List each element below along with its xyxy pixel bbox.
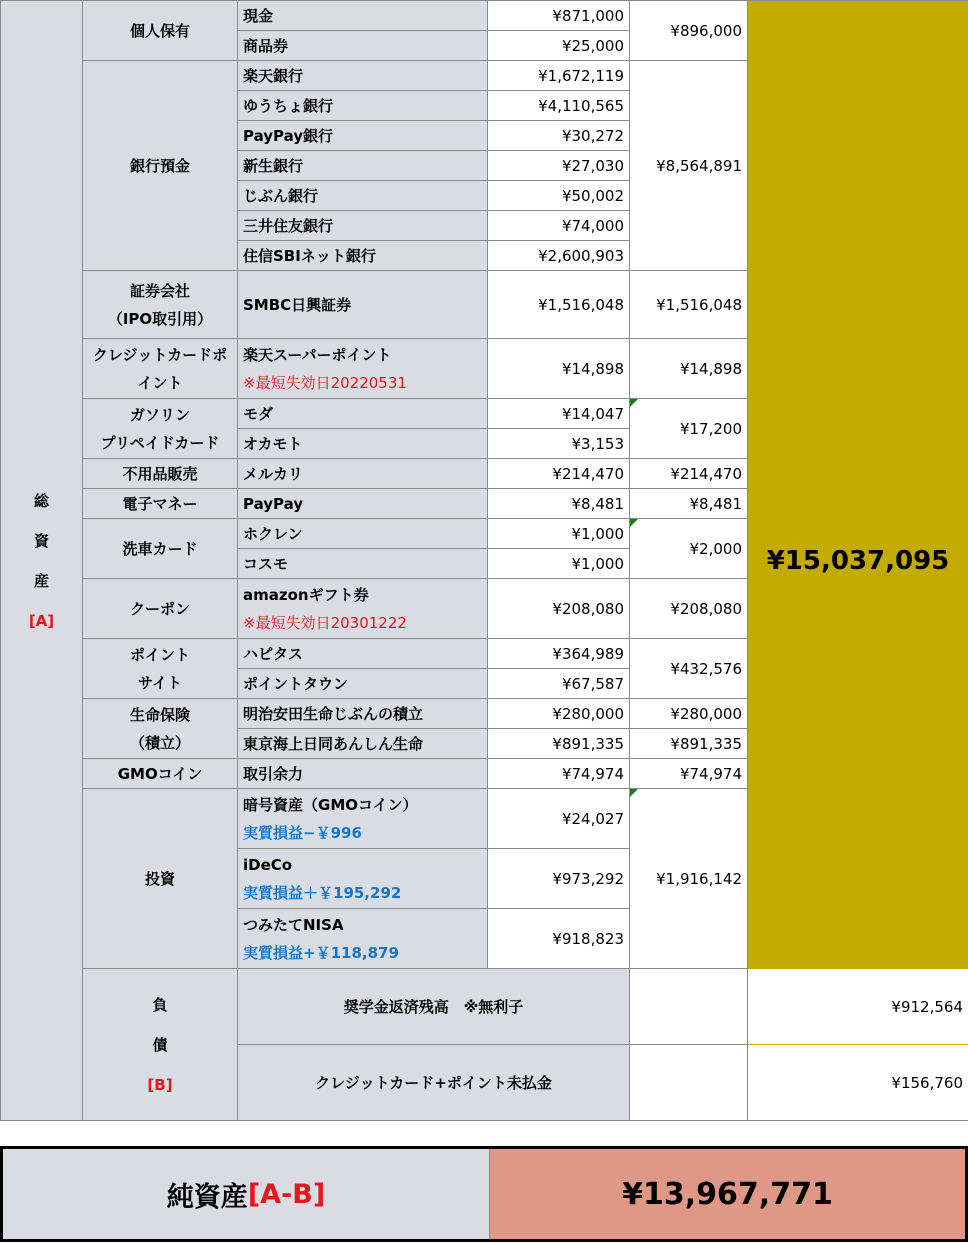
item-name: iDeCo 実質損益＋￥195,292 <box>238 849 488 909</box>
item-name: 三井住友銀行 <box>238 211 488 241</box>
item-value: ¥14,898 <box>488 339 630 399</box>
item-value: ¥891,335 <box>488 729 630 759</box>
item-name: PayPay <box>238 489 488 519</box>
item-name: ハピタス <box>238 639 488 669</box>
item-name: ホクレン <box>238 519 488 549</box>
item-value: ¥208,080 <box>488 579 630 639</box>
item-value: ¥3,153 <box>488 429 630 459</box>
assets-side-label: 総 資 産 [A] <box>1 1 83 1121</box>
item-value: ¥918,823 <box>488 909 630 969</box>
item-name: 東京海上日同あんしん生命 <box>238 729 488 759</box>
item-value: ¥1,000 <box>488 519 630 549</box>
category-carwash: 洗車カード <box>83 519 238 579</box>
item-name: ポイントタウン <box>238 669 488 699</box>
item-value: ¥25,000 <box>488 31 630 61</box>
item-value: ¥280,000 <box>488 699 630 729</box>
liability-value: ¥156,760 <box>630 1045 968 1121</box>
subtotal-point-site: ¥432,576 <box>630 639 748 699</box>
item-value: ¥214,470 <box>488 459 630 489</box>
item-value: ¥74,000 <box>488 211 630 241</box>
subtotal-gasoline: ¥17,200 <box>630 399 748 459</box>
item-name: PayPay銀行 <box>238 121 488 151</box>
profit-note: 実質損益＋￥195,292 <box>243 883 402 902</box>
item-name: ゆうちょ銀行 <box>238 91 488 121</box>
item-value: ¥1,000 <box>488 549 630 579</box>
item-name: メルカリ <box>238 459 488 489</box>
category-securities: 証券会社 （IPO取引用） <box>83 271 238 339</box>
subtotal-insurance: ¥891,335 <box>630 729 748 759</box>
item-name: 新生銀行 <box>238 151 488 181</box>
item-value: ¥67,587 <box>488 669 630 699</box>
item-name: SMBC日興証券 <box>238 271 488 339</box>
profit-note: 実質損益+￥118,879 <box>243 943 399 962</box>
profit-note: 実質損益−￥996 <box>243 823 362 842</box>
net-assets-label: 純資産 [A-B] <box>3 1149 490 1239</box>
item-value: ¥1,516,048 <box>488 271 630 339</box>
assets-total: ¥15,037,095 <box>748 1 968 1121</box>
subtotal-insurance: ¥280,000 <box>630 699 748 729</box>
item-name: 商品券 <box>238 31 488 61</box>
item-value: ¥74,974 <box>488 759 630 789</box>
item-name: 現金 <box>238 1 488 31</box>
item-value: ¥2,600,903 <box>488 241 630 271</box>
item-value: ¥8,481 <box>488 489 630 519</box>
subtotal-invest: ¥1,916,142 <box>630 789 748 969</box>
item-name: 暗号資産（GMOコイン） 実質損益−￥996 <box>238 789 488 849</box>
item-name: amazonギフト券 ※最短失効日20301222 <box>238 579 488 639</box>
item-name: 取引余力 <box>238 759 488 789</box>
item-name: 明治安田生命じぶんの積立 <box>238 699 488 729</box>
item-name: 住信SBIネット銀行 <box>238 241 488 271</box>
subtotal-coupon: ¥208,080 <box>630 579 748 639</box>
item-value: ¥364,989 <box>488 639 630 669</box>
subtotal-carwash: ¥2,000 <box>630 519 748 579</box>
subtotal-emoney: ¥8,481 <box>630 489 748 519</box>
item-value: ¥30,272 <box>488 121 630 151</box>
expiry-note: ※最短失効日20301222 <box>243 613 407 632</box>
liability-name: クレジットカード+ポイント未払金 <box>238 1045 630 1121</box>
category-invest: 投資 <box>83 789 238 969</box>
category-credit-point: クレジットカードポ イント <box>83 339 238 399</box>
item-name: モダ <box>238 399 488 429</box>
category-gmo: GMOコイン <box>83 759 238 789</box>
subtotal-personal: ¥896,000 <box>630 1 748 61</box>
category-point-site: ポイント サイト <box>83 639 238 699</box>
item-name: つみたてNISA 実質損益+￥118,879 <box>238 909 488 969</box>
item-name: じぶん銀行 <box>238 181 488 211</box>
item-name: コスモ <box>238 549 488 579</box>
subtotal-resale: ¥214,470 <box>630 459 748 489</box>
item-value: ¥1,672,119 <box>488 61 630 91</box>
item-value: ¥14,047 <box>488 399 630 429</box>
category-insurance: 生命保険 （積立） <box>83 699 238 759</box>
liabilities-side-label: 負 債 [B] <box>83 969 238 1121</box>
liability-name: 奨学金返済残高 ※無利子 <box>238 969 630 1045</box>
net-assets-box <box>0 1146 968 1242</box>
item-value: ¥50,002 <box>488 181 630 211</box>
item-name: 楽天銀行 <box>238 61 488 91</box>
category-personal: 個人保有 <box>83 1 238 61</box>
subtotal-bank: ¥8,564,891 <box>630 61 748 271</box>
liability-value: ¥912,564 <box>630 969 968 1045</box>
item-name: 楽天スーパーポイント ※最短失効日20220531 <box>238 339 488 399</box>
item-value: ¥973,292 <box>488 849 630 909</box>
category-coupon: クーポン <box>83 579 238 639</box>
category-bank: 銀行預金 <box>83 61 238 271</box>
subtotal-gmo: ¥74,974 <box>630 759 748 789</box>
subtotal-credit-point: ¥14,898 <box>630 339 748 399</box>
item-value: ¥27,030 <box>488 151 630 181</box>
category-gasoline: ガソリン プリペイドカード <box>83 399 238 459</box>
item-name: オカモト <box>238 429 488 459</box>
category-emoney: 電子マネー <box>83 489 238 519</box>
item-value: ¥4,110,565 <box>488 91 630 121</box>
net-assets-value: ¥13,967,771 <box>490 1149 965 1239</box>
subtotal-securities: ¥1,516,048 <box>630 271 748 339</box>
category-resale: 不用品販売 <box>83 459 238 489</box>
item-value: ¥24,027 <box>488 789 630 849</box>
item-value: ¥871,000 <box>488 1 630 31</box>
expiry-note: ※最短失効日20220531 <box>243 373 407 392</box>
